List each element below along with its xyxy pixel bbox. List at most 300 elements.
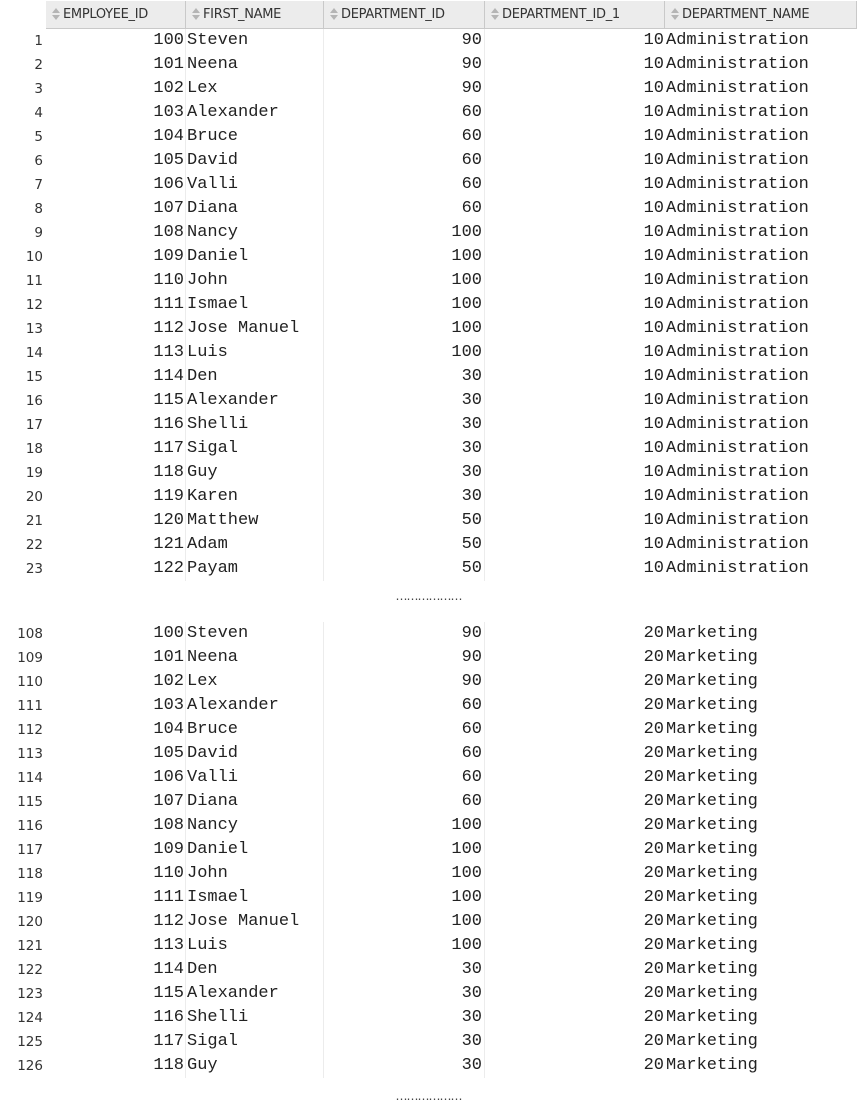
department-id-1-cell[interactable]: 20 [643,1056,664,1075]
sort-icon[interactable] [51,8,61,21]
department-id-1-cell[interactable]: 20 [643,672,664,691]
table-row[interactable] [0,718,857,742]
department-name-cell[interactable]: Marketing [666,816,758,835]
department-id-1-cell[interactable]: 10 [643,127,664,146]
department-name-cell[interactable]: Administration [666,559,809,578]
grid-header [0,1,857,29]
department-id-cell[interactable]: 30 [324,982,485,1006]
first-name-cell[interactable]: Nancy [186,221,324,245]
first-name-cell[interactable]: Sigal [186,437,324,461]
department-id-1-cell[interactable]: 10 [643,295,664,314]
department-id-cell[interactable]: 90 [324,670,485,694]
first-name-cell[interactable]: John [186,269,324,293]
row-number: 3 [34,81,43,97]
department-name-cell[interactable]: Marketing [666,1056,758,1075]
department-id-1-cell[interactable]: 20 [643,744,664,763]
table-row[interactable] [0,485,857,509]
first-name-cell[interactable]: Matthew [186,509,324,533]
department-id-cell[interactable]: 100 [324,221,485,245]
department-name-cell[interactable]: Administration [666,391,809,410]
department-id-cell[interactable]: 90 [324,622,485,646]
employee-id-cell[interactable]: 115 [46,389,186,413]
first-name-cell[interactable]: Sigal [186,1030,324,1054]
department-name-cell[interactable]: Administration [666,31,809,50]
row-number: 115 [17,794,43,810]
employee-id-cell[interactable]: 105 [46,742,186,766]
row-number: 14 [25,345,43,361]
table-row[interactable] [0,437,857,461]
column-header-department-id[interactable] [324,1,485,29]
employee-id-cell[interactable]: 103 [46,694,186,718]
column-header-employee-id[interactable] [46,1,186,29]
first-name-cell[interactable]: Diana [186,790,324,814]
department-name-cell[interactable]: Administration [666,535,809,554]
first-name-cell[interactable]: Nancy [186,814,324,838]
department-id-1-cell[interactable]: 10 [643,31,664,50]
column-header-department-name[interactable] [665,1,857,29]
row-number: 6 [34,153,43,169]
department-name-cell[interactable]: Administration [666,247,809,266]
department-name-cell[interactable]: Marketing [666,1008,758,1027]
table-row[interactable] [0,1054,857,1078]
table-row[interactable] [0,149,857,173]
department-id-cell[interactable]: 100 [324,862,485,886]
first-name-cell[interactable]: Diana [186,197,324,221]
department-name-cell[interactable]: Marketing [666,960,758,979]
first-name-cell[interactable]: Den [186,365,324,389]
employee-id-cell[interactable]: 110 [46,269,186,293]
department-name-cell[interactable]: Marketing [666,720,758,739]
first-name-cell[interactable]: David [186,742,324,766]
department-id-cell[interactable]: 90 [324,646,485,670]
department-name-cell[interactable]: Administration [666,511,809,530]
row-number: 12 [25,297,43,313]
first-name-cell[interactable]: Bruce [186,718,324,742]
employee-id-cell[interactable]: 107 [46,790,186,814]
first-name-cell[interactable]: Neena [186,646,324,670]
table-row[interactable] [0,838,857,862]
department-name-cell[interactable]: Administration [666,175,809,194]
department-name-cell[interactable]: Marketing [666,696,758,715]
sort-icon[interactable] [670,8,680,21]
table-row[interactable] [0,293,857,317]
first-name-cell[interactable]: Shelli [186,1006,324,1030]
department-id-1-cell[interactable]: 20 [643,960,664,979]
row-number: 116 [17,818,43,834]
department-id-1-cell[interactable]: 10 [643,367,664,386]
employee-id-cell[interactable]: 109 [46,245,186,269]
department-name-cell[interactable]: Administration [666,79,809,98]
first-name-cell[interactable]: Alexander [186,101,324,125]
department-name-cell[interactable]: Marketing [666,648,758,667]
employee-id-cell[interactable]: 101 [46,53,186,77]
department-id-1-cell[interactable]: 10 [643,343,664,362]
department-name-cell[interactable]: Administration [666,199,809,218]
department-id-cell[interactable]: 60 [324,197,485,221]
first-name-cell[interactable]: John [186,862,324,886]
first-name-cell[interactable]: Daniel [186,838,324,862]
table-row[interactable] [0,862,857,886]
row-number: 123 [17,986,43,1002]
department-id-1-cell[interactable]: 20 [643,864,664,883]
table-row[interactable] [0,814,857,838]
table-row[interactable] [0,173,857,197]
row-number: 118 [17,866,43,882]
first-name-cell[interactable]: Bruce [186,125,324,149]
employee-id-cell[interactable]: 111 [46,293,186,317]
table-row[interactable] [0,694,857,718]
sort-icon[interactable] [329,8,339,21]
employee-id-cell[interactable]: 118 [46,461,186,485]
employee-id-cell[interactable]: 112 [46,317,186,341]
row-number: 11 [25,273,43,289]
department-id-1-cell[interactable]: 10 [643,439,664,458]
department-name-cell[interactable]: Administration [666,367,809,386]
table-row[interactable] [0,790,857,814]
department-id-cell[interactable]: 50 [324,533,485,557]
department-id-1-cell[interactable]: 10 [643,55,664,74]
table-row[interactable] [0,245,857,269]
department-id-cell[interactable]: 100 [324,838,485,862]
first-name-cell[interactable]: Karen [186,485,324,509]
employee-id-cell[interactable]: 117 [46,437,186,461]
row-number: 125 [17,1034,43,1050]
table-row[interactable] [0,934,857,958]
row-number: 119 [17,890,43,906]
department-id-1-cell[interactable]: 10 [643,103,664,122]
employee-id-cell[interactable]: 103 [46,101,186,125]
first-name-cell[interactable]: Ismael [186,886,324,910]
table-row[interactable] [0,461,857,485]
first-name-cell[interactable]: Guy [186,461,324,485]
employee-id-cell[interactable]: 102 [46,670,186,694]
row-number: 2 [34,57,43,73]
department-id-cell[interactable]: 30 [324,437,485,461]
column-header-department-id-1[interactable] [485,1,665,29]
department-id-cell[interactable]: 30 [324,389,485,413]
department-id-1-cell[interactable]: 20 [643,936,664,955]
department-id-cell[interactable]: 60 [324,766,485,790]
first-name-cell[interactable]: Luis [186,341,324,365]
department-name-cell[interactable]: Administration [666,55,809,74]
table-row[interactable] [0,389,857,413]
table-row[interactable] [0,1030,857,1054]
department-id-cell[interactable]: 90 [324,29,485,53]
employee-id-cell[interactable]: 108 [46,814,186,838]
department-id-cell[interactable]: 30 [324,958,485,982]
row-number: 18 [25,441,43,457]
row-number: 109 [17,650,43,666]
department-id-cell[interactable]: 60 [324,742,485,766]
first-name-cell[interactable]: Guy [186,1054,324,1078]
table-row[interactable] [0,53,857,77]
department-id-cell[interactable]: 50 [324,509,485,533]
employee-id-cell[interactable]: 114 [46,365,186,389]
department-id-cell[interactable]: 60 [324,149,485,173]
first-name-cell[interactable]: Lex [186,670,324,694]
employee-id-cell[interactable]: 118 [46,1054,186,1078]
table-row[interactable] [0,101,857,125]
table-row[interactable] [0,317,857,341]
employee-id-cell[interactable]: 117 [46,1030,186,1054]
first-name-cell[interactable]: Alexander [186,982,324,1006]
table-row[interactable] [0,197,857,221]
department-name-cell[interactable]: Marketing [666,624,758,643]
employee-id-cell[interactable]: 121 [46,533,186,557]
column-header-first-name[interactable] [186,1,324,29]
employee-id-cell[interactable]: 116 [46,413,186,437]
table-row[interactable] [0,910,857,934]
department-id-1-cell[interactable]: 10 [643,391,664,410]
department-id-cell[interactable]: 30 [324,485,485,509]
department-id-1-cell[interactable]: 10 [643,463,664,482]
row-number: 1 [34,33,43,49]
first-name-cell[interactable]: Neena [186,53,324,77]
department-id-cell[interactable]: 90 [324,53,485,77]
department-id-cell[interactable]: 60 [324,790,485,814]
employee-id-cell[interactable]: 106 [46,766,186,790]
column-header-label: DEPARTMENT_ID_1 [502,7,620,22]
department-name-cell[interactable]: Marketing [666,840,758,859]
department-id-1-cell[interactable]: 20 [643,624,664,643]
grid-rows-block-2 [0,622,857,1078]
row-number: 13 [25,321,43,337]
employee-id-cell[interactable]: 105 [46,149,186,173]
department-name-cell[interactable]: Administration [666,103,809,122]
first-name-cell[interactable]: Payam [186,557,324,581]
department-id-1-cell[interactable]: 20 [643,768,664,787]
department-id-1-cell[interactable]: 20 [643,816,664,835]
first-name-cell[interactable]: Jose Manuel [186,910,324,934]
table-row[interactable] [0,766,857,790]
column-header-label: EMPLOYEE_ID [63,7,148,22]
first-name-cell[interactable]: Jose Manuel [186,317,324,341]
department-id-1-cell[interactable]: 20 [643,648,664,667]
employee-id-cell[interactable]: 116 [46,1006,186,1030]
department-name-cell[interactable]: Marketing [666,888,758,907]
department-name-cell[interactable]: Marketing [666,936,758,955]
column-header-label: DEPARTMENT_ID [341,7,445,22]
result-grid [0,1,857,581]
table-row[interactable] [0,533,857,557]
department-id-1-cell[interactable]: 10 [643,319,664,338]
first-name-cell[interactable]: Ismael [186,293,324,317]
sort-icon[interactable] [191,8,201,21]
employee-id-cell[interactable]: 111 [46,886,186,910]
employee-id-cell[interactable]: 108 [46,221,186,245]
employee-id-cell[interactable]: 112 [46,910,186,934]
first-name-cell[interactable]: Valli [186,173,324,197]
department-id-1-cell[interactable]: 10 [643,79,664,98]
table-row[interactable] [0,646,857,670]
department-id-1-cell[interactable]: 10 [643,247,664,266]
table-row[interactable] [0,77,857,101]
department-id-1-cell[interactable]: 10 [643,151,664,170]
department-name-cell[interactable]: Administration [666,127,809,146]
employee-id-cell[interactable]: 119 [46,485,186,509]
department-name-cell[interactable]: Administration [666,151,809,170]
employee-id-cell[interactable]: 114 [46,958,186,982]
department-id-1-cell[interactable]: 20 [643,1008,664,1027]
employee-id-cell[interactable]: 120 [46,509,186,533]
department-name-cell[interactable]: Marketing [666,672,758,691]
department-id-1-cell[interactable]: 10 [643,415,664,434]
department-id-cell[interactable]: 100 [324,317,485,341]
employee-id-cell[interactable]: 115 [46,982,186,1006]
first-name-cell[interactable]: Steven [186,29,324,53]
department-id-cell[interactable]: 100 [324,910,485,934]
employee-id-cell[interactable]: 104 [46,125,186,149]
table-row[interactable] [0,221,857,245]
department-name-cell[interactable]: Administration [666,487,809,506]
first-name-cell[interactable]: Valli [186,766,324,790]
table-row[interactable] [0,1006,857,1030]
department-id-1-cell[interactable]: 10 [643,535,664,554]
department-name-cell[interactable]: Marketing [666,912,758,931]
employee-id-cell[interactable]: 122 [46,557,186,581]
first-name-cell[interactable]: Steven [186,622,324,646]
department-id-cell[interactable]: 50 [324,557,485,581]
department-id-cell[interactable]: 100 [324,886,485,910]
employee-id-cell[interactable]: 100 [46,622,186,646]
table-row[interactable] [0,269,857,293]
table-row[interactable] [0,982,857,1006]
department-name-cell[interactable]: Administration [666,343,809,362]
first-name-cell[interactable]: Luis [186,934,324,958]
table-row[interactable] [0,886,857,910]
department-name-cell[interactable]: Marketing [666,1032,758,1051]
first-name-cell[interactable]: Alexander [186,694,324,718]
row-number: 126 [17,1058,43,1074]
row-number: 5 [34,129,43,145]
row-number: 110 [17,674,43,690]
department-id-cell[interactable]: 60 [324,718,485,742]
department-name-cell[interactable]: Administration [666,415,809,434]
employee-id-cell[interactable]: 113 [46,934,186,958]
department-id-1-cell[interactable]: 10 [643,199,664,218]
department-id-cell[interactable]: 100 [324,814,485,838]
first-name-cell[interactable]: Shelli [186,413,324,437]
table-row[interactable] [0,622,857,646]
row-number: 124 [17,1010,43,1026]
employee-id-cell[interactable]: 107 [46,197,186,221]
first-name-cell[interactable]: Daniel [186,245,324,269]
employee-id-cell[interactable]: 102 [46,77,186,101]
first-name-cell[interactable]: David [186,149,324,173]
department-id-cell[interactable]: 30 [324,413,485,437]
table-row[interactable] [0,509,857,533]
department-id-cell[interactable]: 100 [324,245,485,269]
department-id-cell[interactable]: 100 [324,341,485,365]
department-id-1-cell[interactable]: 20 [643,888,664,907]
table-row[interactable] [0,413,857,437]
department-id-1-cell[interactable]: 10 [643,487,664,506]
department-id-cell[interactable]: 30 [324,1054,485,1078]
department-id-1-cell[interactable]: 20 [643,696,664,715]
employee-id-cell[interactable]: 113 [46,341,186,365]
department-name-cell[interactable]: Administration [666,295,809,314]
department-name-cell[interactable]: Marketing [666,864,758,883]
row-number: 15 [25,369,43,385]
department-name-cell[interactable]: Administration [666,319,809,338]
row-number: 19 [25,465,43,481]
department-id-1-cell[interactable]: 20 [643,912,664,931]
department-id-1-cell[interactable]: 20 [643,984,664,1003]
first-name-cell[interactable]: Den [186,958,324,982]
row-number: 9 [34,225,43,241]
department-id-cell[interactable]: 60 [324,173,485,197]
employee-id-cell[interactable]: 101 [46,646,186,670]
department-id-1-cell[interactable]: 10 [643,271,664,290]
row-number-header [0,1,46,29]
department-id-1-cell[interactable]: 20 [643,840,664,859]
department-name-cell[interactable]: Administration [666,439,809,458]
first-name-cell[interactable]: Lex [186,77,324,101]
department-name-cell[interactable]: Administration [666,223,809,242]
table-row[interactable] [0,125,857,149]
row-number: 7 [34,177,43,193]
department-id-cell[interactable]: 100 [324,293,485,317]
department-name-cell[interactable]: Marketing [666,744,758,763]
department-id-1-cell[interactable]: 10 [643,223,664,242]
table-row[interactable] [0,29,857,53]
table-row[interactable] [0,670,857,694]
department-name-cell[interactable]: Administration [666,463,809,482]
department-id-cell[interactable]: 90 [324,77,485,101]
employee-id-cell[interactable]: 110 [46,862,186,886]
first-name-cell[interactable]: Adam [186,533,324,557]
separator-ellipsis-bottom: ……………… [395,1089,462,1103]
department-id-cell[interactable]: 60 [324,694,485,718]
department-name-cell[interactable]: Marketing [666,768,758,787]
department-id-cell[interactable]: 100 [324,269,485,293]
table-row[interactable] [0,958,857,982]
department-id-cell[interactable]: 30 [324,365,485,389]
table-row[interactable] [0,742,857,766]
result-grid-continued [0,622,857,1078]
department-id-1-cell[interactable]: 10 [643,511,664,530]
employee-id-cell[interactable]: 100 [46,29,186,53]
department-id-1-cell[interactable]: 10 [643,175,664,194]
department-id-cell[interactable]: 30 [324,1030,485,1054]
department-id-cell[interactable]: 100 [324,934,485,958]
department-id-cell[interactable]: 30 [324,461,485,485]
employee-id-cell[interactable]: 106 [46,173,186,197]
grid-rows-block-1 [0,29,857,581]
employee-id-cell[interactable]: 109 [46,838,186,862]
department-name-cell[interactable]: Marketing [666,792,758,811]
department-id-cell[interactable]: 60 [324,101,485,125]
row-number: 20 [25,489,43,505]
department-name-cell[interactable]: Marketing [666,984,758,1003]
first-name-cell[interactable]: Alexander [186,389,324,413]
table-row[interactable] [0,557,857,581]
department-id-1-cell[interactable]: 20 [643,792,664,811]
table-row[interactable] [0,365,857,389]
employee-id-cell[interactable]: 104 [46,718,186,742]
department-id-1-cell[interactable]: 10 [643,559,664,578]
sort-icon[interactable] [490,8,500,21]
department-id-1-cell[interactable]: 20 [643,720,664,739]
row-number: 111 [17,698,43,714]
row-number: 17 [25,417,43,433]
department-id-cell[interactable]: 30 [324,1006,485,1030]
table-row[interactable] [0,341,857,365]
row-number: 10 [25,249,43,265]
department-id-1-cell[interactable]: 20 [643,1032,664,1051]
department-name-cell[interactable]: Administration [666,271,809,290]
department-id-cell[interactable]: 60 [324,125,485,149]
